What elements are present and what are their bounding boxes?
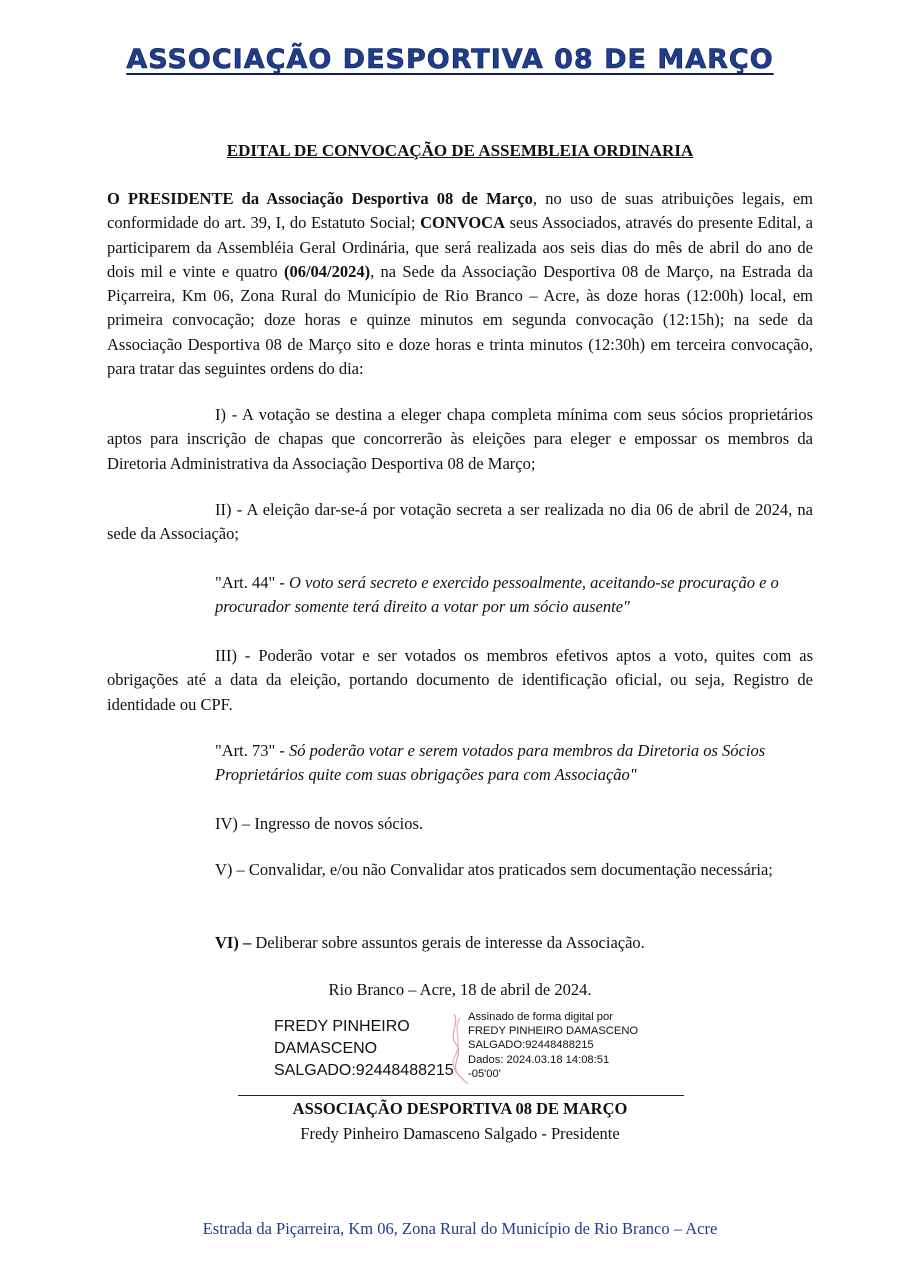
- intro-text-a: , no uso de suas atribuições legais, em conformidade do art. 39, I, do Estatuto Social;: [107, 189, 813, 233]
- agenda-item-ii: II) - A eleição dar-se-á por votação secreta a ser realizada no dia 06 de abril de 2024, na sede da Associação;: [107, 500, 813, 544]
- agenda-item-iv: IV) – Ingresso de novos sócios.: [215, 814, 424, 833]
- digital-signature-details: [468, 1010, 668, 1081]
- intro-paragraph: [107, 187, 813, 381]
- agenda-item-iii: III) - Poderão votar e ser votados os membros efetivos aptos a voto, quites com as obrigações até a data da eleição, portando documento de identificação oficial, ou seja, Registro de identidade ou CPF.: [107, 646, 813, 714]
- agenda-item-vi: [215, 931, 645, 955]
- signature-line: [238, 1095, 684, 1096]
- signature-detail-line: Assinado de forma digital por: [468, 1011, 613, 1023]
- quote-art-44: [215, 571, 815, 619]
- signature-detail-line: SALGADO:92448488215: [468, 1039, 594, 1052]
- digital-signature-name: [274, 1016, 464, 1082]
- signature-stroke: [453, 1014, 468, 1084]
- agenda-item-i: I) - A votação se destina a eleger chapa completa mínima com seus sócios proprietários aptos para inscrição de chapas que concorrerão às eleições para eleger e empossar os membros da Diretoria Administrativa da Associação Desportiva 08 de Março;: [107, 405, 813, 473]
- quote-art-73: [215, 739, 815, 787]
- agenda-item-vi-text: Deliberar sobre assuntos gerais de interesse da Associação.: [251, 933, 645, 952]
- document-title: EDITAL DE CONVOCAÇÃO DE ASSEMBLEIA ORDINARIA: [226, 141, 694, 160]
- signature-name-line: FREDY PINHEIRO: [274, 1018, 410, 1035]
- quote-art-73-tag: "Art. 73": [215, 741, 276, 760]
- signature-name-line: SALGADO:92448488215: [274, 1062, 454, 1079]
- intro-convoca: CONVOCA: [420, 213, 505, 233]
- intro-date: (06/04/2024): [283, 261, 371, 281]
- quote-art-44-text: - O voto será secreto e exercido pessoalmente, aceitando-se procuração e o procurador somente terá direito a votar por um sócio ausente": [215, 573, 779, 616]
- intro-text-b: seus Associados, através do presente Edital, a participarem da Assembléia Geral Ordinária, que será realizada aos seis dias do mês de abril do ano de dois mil e vinte e quatro: [107, 213, 813, 281]
- quote-art-44-tag: "Art. 44": [215, 573, 276, 592]
- signatory-organization: ASSOCIAÇÃO DESPORTIVA 08 DE MARÇO: [292, 1099, 628, 1118]
- place-and-date: Rio Branco – Acre, 18 de abril de 2024.: [328, 980, 592, 999]
- signature-name-line: DAMASCENO: [274, 1040, 378, 1057]
- footer-address: Estrada da Piçarreira, Km 06, Zona Rural do Município de Rio Branco – Acre: [202, 1219, 718, 1238]
- intro-lead: O PRESIDENTE da Associação Desportiva 08 de Março: [107, 189, 533, 208]
- signatory-president: Fredy Pinheiro Damasceno Salgado - Presidente: [300, 1124, 620, 1143]
- agenda-item-v: V) – Convalidar, e/ou não Convalidar atos praticados sem documentação necessária;: [215, 860, 773, 879]
- signature-detail-line: FREDY PINHEIRO DAMASCENO: [468, 1025, 639, 1038]
- agenda-item-vi-label: VI) –: [215, 933, 252, 952]
- signature-detail-line: Dados: 2024.03.18 14:08:51: [468, 1053, 610, 1066]
- quote-art-73-text: - Só poderão votar e serem votados para membros da Diretoria os Sócios Proprietários quite com suas obrigações para com Associação": [215, 741, 766, 784]
- association-header-title: ASSOCIAÇÃO DESPORTIVA 08 DE MARÇO: [126, 44, 774, 75]
- signature-detail-line: -05'00': [468, 1067, 501, 1080]
- intro-text-c: , na Sede da Associação Desportiva 08 de Março, na Estrada da Piçarreira, Km 06, Zona Rural do Município de Rio Branco – Acre, às doze horas (12:00h) local, em primeira convocação; doze horas e quinze minutos em segunda convocação (12:15h); na sede da Associação Desportiva 08 de Março sito e doze horas e trinta minutos (12:30h) em terceira convocação, para tratar das seguintes ordens do dia:: [107, 261, 813, 379]
